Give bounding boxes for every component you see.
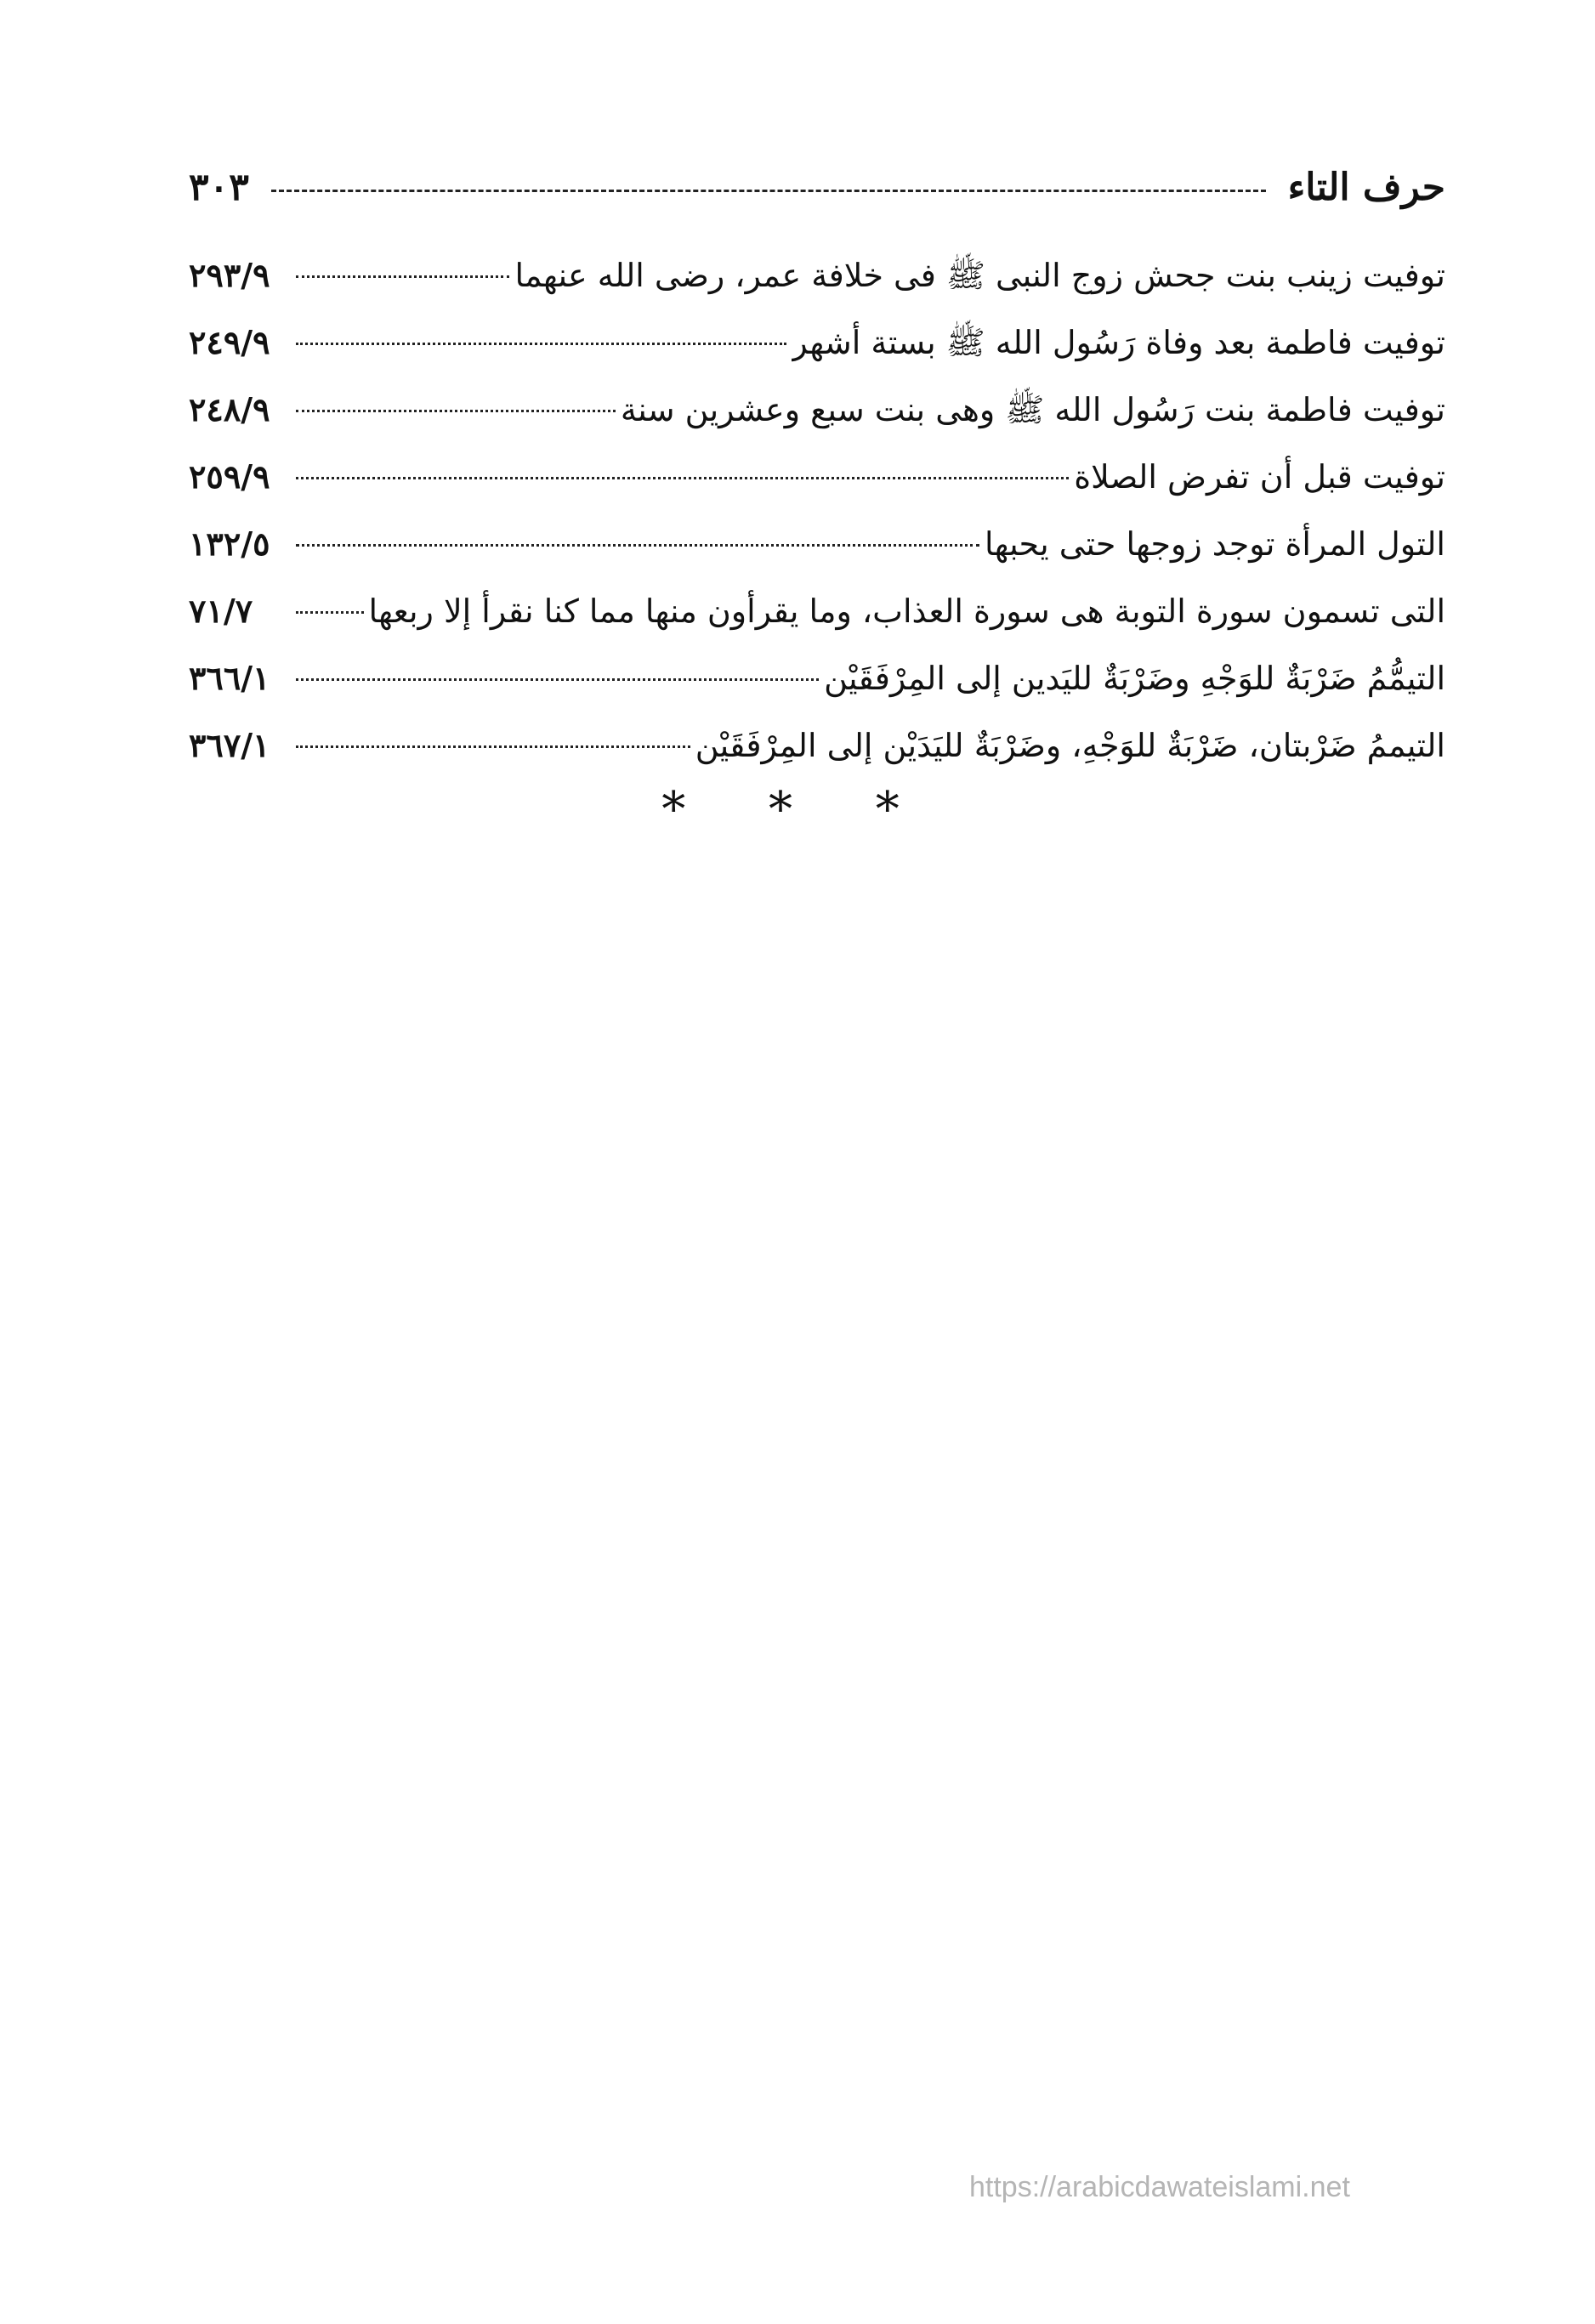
dot-leader [296, 678, 819, 681]
entry-reference: ٢٤٨/٩ [189, 390, 270, 428]
index-entry [189, 309, 1445, 376]
entry-text: التول المرأة توجد زوجها حتى يحبها [984, 525, 1445, 563]
dot-leader [296, 410, 616, 412]
entry-text: التيممُ ضَرْبتان، ضَرْبَةٌ للوَجْهِ، وضَرْبَةٌ لليَدَيْن إلى المِرْفَقَيْن [695, 727, 1445, 764]
dot-leader [296, 275, 509, 278]
index-entry [189, 644, 1445, 711]
entry-text: التيمُّمُ ضَرْبَةٌ للوَجْهِ وضَرْبَةٌ لليَدين إلى المِرْفَقَيْن [824, 660, 1445, 697]
index-entry [189, 577, 1445, 644]
dot-leader [296, 745, 690, 748]
entry-reference: ٧١/٧ [189, 592, 253, 630]
entry-text: توفيت فاطمة بعد وفاة رَسُول الله ﷺ بستة أشهر [792, 324, 1445, 361]
index-entry [189, 376, 1445, 443]
entry-reference: ٣٦٦/١ [189, 659, 270, 697]
watermark-url: https://arabicdawateislami.net [969, 2171, 1350, 2203]
index-entry [189, 510, 1445, 577]
entry-reference: ٢٩٣/٩ [189, 256, 270, 294]
dot-leader [296, 544, 979, 547]
dot-leader [296, 343, 786, 345]
entry-reference: ١٣٢/٥ [189, 524, 270, 563]
index-entry [189, 241, 1445, 309]
dot-leader [296, 611, 364, 614]
dot-leader [296, 477, 1069, 479]
entry-reference: ٢٥٩/٩ [189, 457, 270, 496]
entry-text: التى تسمون سورة التوبة هى سورة العذاب، وما يقرأون منها مما كنا نقرأ إلا ربعها [368, 592, 1445, 630]
section-title: حرف التاء [1287, 165, 1445, 209]
entry-text: توفيت زينب بنت جحش زوج النبى ﷺ فى خلافة عمر، رضى الله عنهما [514, 257, 1445, 294]
index-entries [189, 241, 1445, 779]
entry-reference: ٣٦٧/١ [189, 726, 270, 764]
section-end-ornament: * * * [661, 782, 934, 837]
header-dashed-rule [271, 190, 1266, 192]
entry-reference: ٢٤٩/٩ [189, 323, 270, 361]
index-entry [189, 443, 1445, 510]
page-number: ٣٠٣ [189, 165, 249, 209]
entry-text: توفيت قبل أن تفرض الصلاة [1074, 458, 1445, 496]
page-header [189, 153, 1445, 221]
entry-text: توفيت فاطمة بنت رَسُول الله ﷺ وهى بنت سبع وعشرين سنة [620, 391, 1445, 428]
index-entry [189, 711, 1445, 779]
